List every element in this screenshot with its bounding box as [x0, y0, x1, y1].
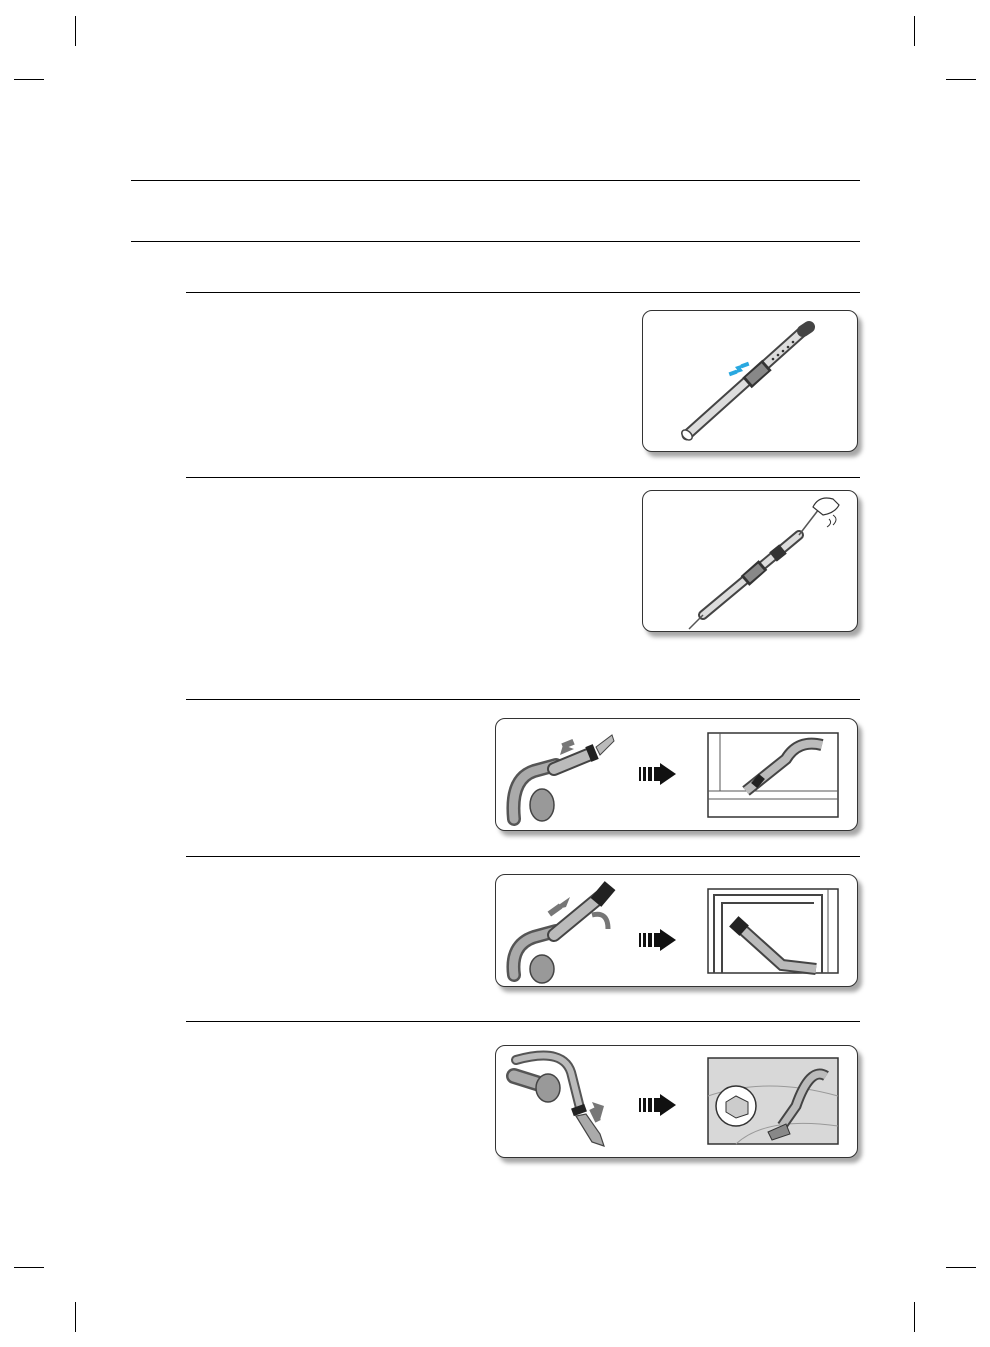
telescopic-pipe-panel — [642, 310, 858, 452]
upholstery-tool-panel — [495, 1045, 858, 1158]
crop-mark-tr-h — [946, 79, 976, 80]
crevice-tool-panel — [495, 718, 858, 831]
crevice-tool-attach-icon — [496, 719, 857, 830]
brush-tool-panel — [495, 874, 858, 987]
upholstery-tool-attach-icon — [496, 1046, 857, 1157]
crop-mark-br-v — [914, 1302, 915, 1332]
crop-mark-tl-v — [75, 16, 76, 46]
section-rule-1 — [186, 292, 860, 293]
pipe-unblock-panel — [642, 490, 858, 632]
crop-mark-br-h — [946, 1267, 976, 1268]
crop-mark-tr-v — [914, 16, 915, 46]
header-rule-bottom — [131, 241, 860, 242]
crop-mark-tl-h — [14, 79, 44, 80]
section-rule-3 — [186, 699, 860, 700]
section-rule-5 — [186, 1021, 860, 1022]
section-rule-4 — [186, 856, 860, 857]
pipe-unblock-rod-icon — [643, 491, 857, 631]
crop-mark-bl-v — [75, 1302, 76, 1332]
crop-mark-bl-h — [14, 1267, 44, 1268]
brush-tool-rotate-icon — [496, 875, 857, 986]
section-rule-2 — [186, 477, 860, 478]
telescopic-pipe-adjust-icon — [643, 311, 857, 451]
header-rule-top — [131, 180, 860, 181]
